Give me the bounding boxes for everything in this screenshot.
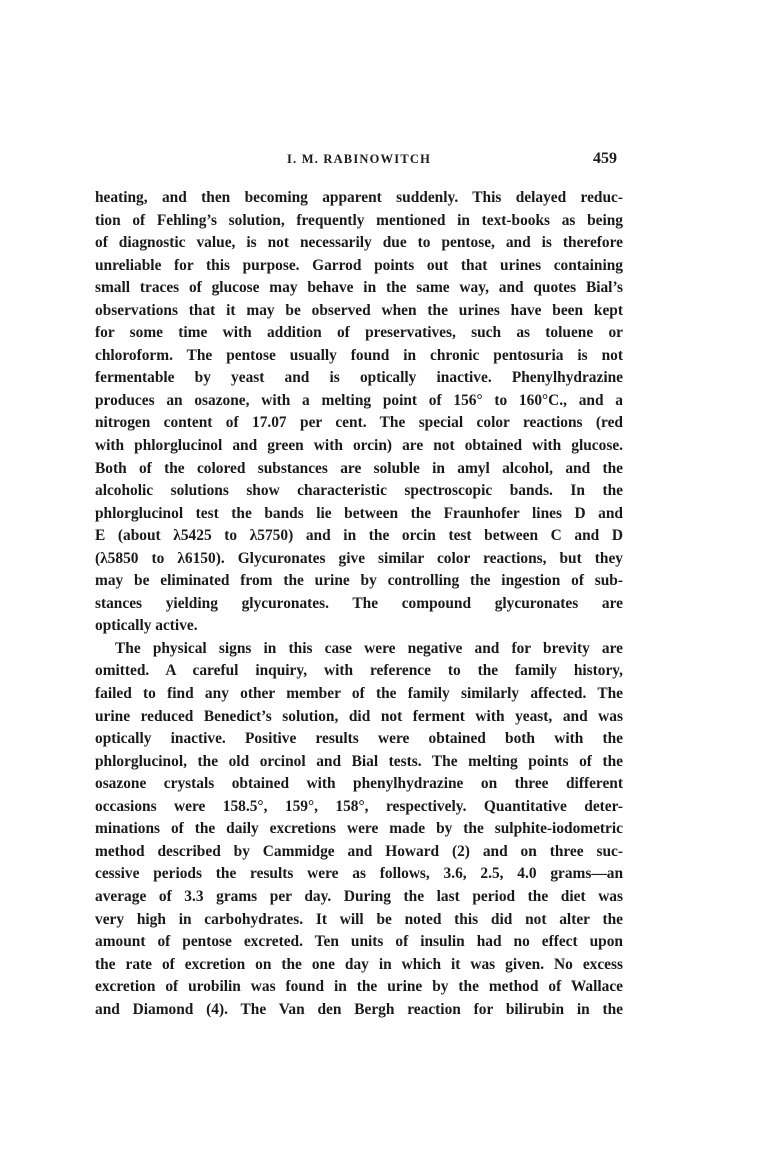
text-line: very high in carbohydrates. It will be noted this did not alter the: [95, 910, 623, 928]
text-line: cessive periods the results were as follows, 3.6, 2.5, 4.0 grams—an: [95, 865, 623, 883]
running-head: [95, 150, 623, 172]
text-line: average of 3.3 grams per day. During the last period the diet was: [95, 887, 623, 905]
text-line: optically inactive. Positive results were obtained both with the: [95, 730, 623, 748]
text-line: heating, and then becoming apparent suddenly. This delayed reduc-: [95, 189, 623, 206]
text-line: and Diamond (4). The Van den Bergh reaction for bilirubin in the: [95, 1000, 623, 1018]
text-line: nitrogen content of 17.07 per cent. The special color reactions (red: [95, 414, 623, 432]
text-line: method described by Cammidge and Howard (2) and on three suc-: [95, 842, 623, 860]
text-line: E (about λ5425 to λ5750) and in the orcin test between C and D: [95, 527, 623, 545]
text-line: minations of the daily excretions were made by the sulphite-iodometric: [95, 820, 623, 838]
body-text: [95, 187, 623, 1021]
page-number: 459: [593, 150, 617, 167]
text-line: amount of pentose excreted. Ten units of insulin had no effect upon: [95, 933, 623, 951]
text-line: failed to find any other member of the family similarly affected. The: [95, 685, 623, 703]
text-line: optically active.: [95, 617, 198, 635]
text-line: small traces of glucose may behave in the same way, and quotes Bial’s: [95, 279, 623, 297]
text-line: Both of the colored substances are soluble in amyl alcohol, and the: [95, 459, 623, 477]
text-line: chloroform. The pentose usually found in chronic pentosuria is not: [95, 346, 623, 364]
text-line: urine reduced Benedict’s solution, did not ferment with yeast, and was: [95, 707, 623, 725]
text-line: may be eliminated from the urine by controlling the ingestion of sub-: [95, 572, 623, 590]
text-line: excretion of urobilin was found in the urine by the method of Wallace: [95, 978, 623, 996]
text-line: fermentable by yeast and is optically inactive. Phenylhydrazine: [95, 369, 623, 387]
text-line: The physical signs in this case were negative and for brevity are: [115, 639, 623, 657]
text-line: of diagnostic value, is not necessarily due to pentose, and is therefore: [95, 234, 623, 252]
running-head-author: I. M. RABINOWITCH: [286, 152, 432, 166]
paragraph-1: [95, 187, 623, 638]
paragraph-2: [95, 638, 623, 1021]
text-line: with phlorglucinol and green with orcin) are not obtained with glucose.: [95, 437, 623, 455]
text-line: phlorglucinol test the bands lie between the Fraunhofer lines D and: [95, 504, 623, 522]
text-line: alcoholic solutions show characteristic spectroscopic bands. In the: [95, 482, 623, 500]
text-line: unreliable for this purpose. Garrod points out that urines containing: [95, 256, 623, 274]
text-line: occasions were 158.5°, 159°, 158°, respectively. Quantitative deter-: [95, 797, 623, 815]
text-line: for some time with addition of preservatives, such as toluene or: [95, 324, 623, 342]
text-line: observations that it may be observed when the urines have been kept: [95, 301, 623, 319]
text-line: tion of Fehling’s solution, frequently mentioned in text-books as being: [95, 211, 623, 229]
text-line: osazone crystals obtained with phenylhydrazine on three different: [95, 775, 623, 793]
text-line: the rate of excretion on the one day in which it was given. No excess: [95, 955, 623, 973]
text-line: phlorglucinol, the old orcinol and Bial tests. The melting points of the: [95, 752, 623, 770]
text-line: produces an osazone, with a melting point of 156° to 160°C., and a: [95, 391, 623, 409]
text-line: stances yielding glycuronates. The compound glycuronates are: [95, 594, 623, 612]
text-line: (λ5850 to λ6150). Glycuronates give similar color reactions, but they: [95, 549, 623, 567]
text-line: omitted. A careful inquiry, with reference to the family history,: [95, 662, 623, 680]
